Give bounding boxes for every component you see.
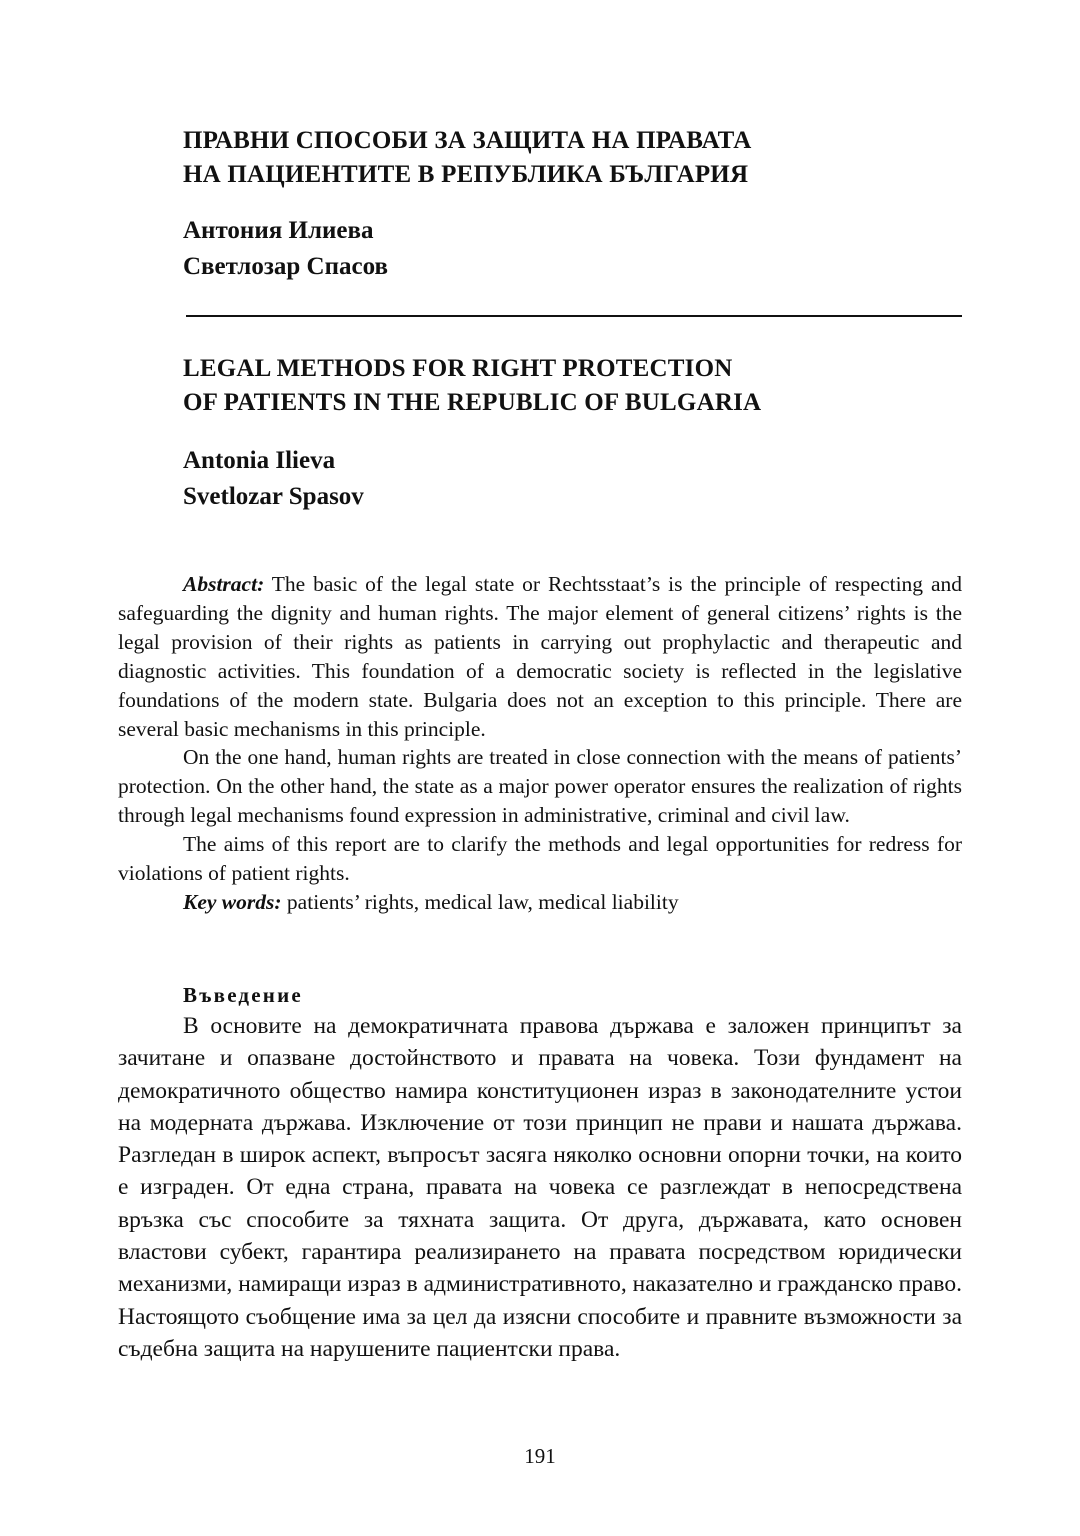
bulgarian-title-line-2: НА ПАЦИЕНТИТЕ В РЕПУБЛИКА БЪЛГАРИЯ — [183, 161, 749, 188]
keywords-paragraph — [118, 888, 962, 917]
introduction-paragraph: В основите на демократичната правова държава е заложен принципът за зачитане и опазване достойнството и правата на човека. Този фундамент на демократичното общество намира конституционен израз в законодателните устои на модерната държава. Изключение от този принцип не прави и нашата държава. Разгледан в широк аспект, въпросът засяга няколко основни опорни точки, на които е изграден. От една страна, правата на човека се разглеждат в непосредствена връзка със способите за тяхната защита. От друга, държавата, като основен властови субект, гарантира реализирането на правата посредством юридически механизми, намиращи израз в административното, наказателно и гражданско право. Настоящото съобщение има за цел да изясни способите и правните възможности за съдебна защита на нарушените пациентски права. — [118, 1013, 962, 1362]
bulgarian-author-1: Антония Илиева — [183, 217, 374, 244]
bulgarian-author-2: Светлозар Спасов — [183, 253, 388, 280]
english-title — [183, 352, 983, 420]
abstract — [118, 570, 962, 917]
bulgarian-title — [183, 124, 983, 192]
abstract-label: Abstract: — [183, 572, 265, 596]
introduction-body — [118, 1010, 962, 1365]
abstract-paragraph-2: On the one hand, human rights are treated in close connection with the means of patients’ protection. On the other hand, the state as a major power operator ensures the realization of rights through legal mechanisms found expression in administrative, criminal and civil law. — [118, 745, 962, 828]
keywords-label: Key words: — [183, 889, 282, 914]
abstract-paragraph-3: The aims of this report are to clarify the methods and legal opportunities for redress for violations of patient rights. — [118, 832, 962, 886]
english-title-line-2: OF PATIENTS IN THE REPUBLIC OF BULGARIA — [183, 389, 762, 416]
title-divider — [186, 315, 962, 317]
page-number: 191 — [524, 1444, 556, 1468]
introduction-heading: Въведение — [183, 983, 303, 1007]
keywords-text: patients’ rights, medical law, medical liability — [281, 889, 679, 914]
bulgarian-title-line-1: ПРАВНИ СПОСОБИ ЗА ЗАЩИТА НА ПРАВАТА — [183, 127, 752, 154]
abstract-text-1: The basic of the legal state or Rechtsstaat’s is the principle of respecting and safeguarding the dignity and human rights. The major element of general citizens’ rights is the legal provision of their rights as patients in carrying out prophylactic and therapeutic and diagnostic activities. This foundation of a democratic society is reflected in the legislative foundations of the modern state. Bulgaria does not an exception to this principle. There are several basic mechanisms in this principle. — [118, 572, 962, 741]
english-author-2: Svetlozar Spasov — [183, 483, 364, 510]
bulgarian-authors — [183, 213, 388, 285]
abstract-paragraph-1 — [118, 570, 962, 743]
english-author-1: Antonia Ilieva — [183, 447, 336, 474]
english-title-line-1: LEGAL METHODS FOR RIGHT PROTECTION — [183, 355, 733, 382]
english-authors — [183, 443, 364, 515]
